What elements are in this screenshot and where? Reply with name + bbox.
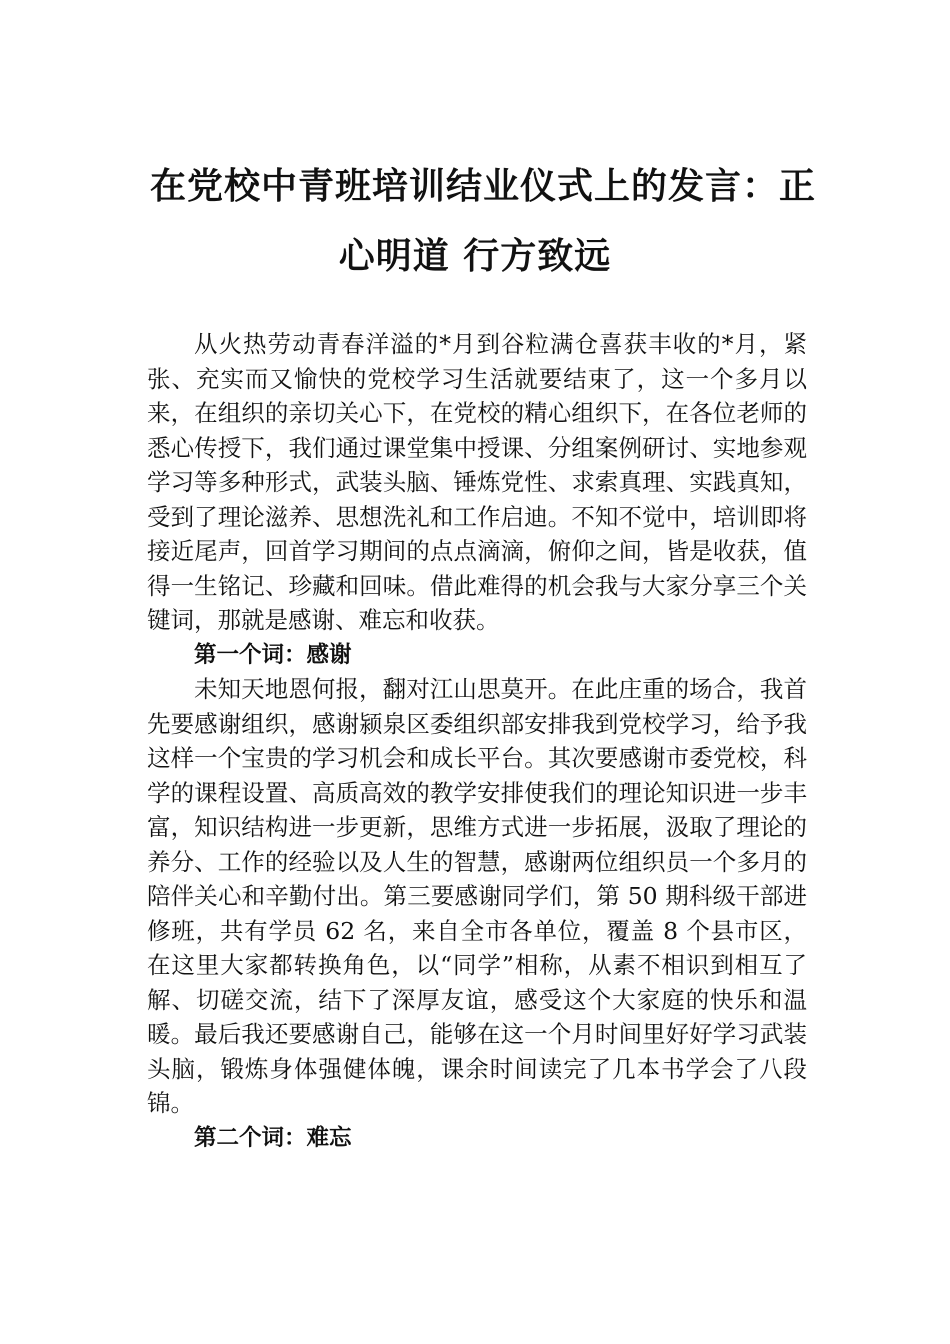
section-heading-thanks: 第一个词：感谢 [194, 641, 352, 668]
paragraph-intro: 从火热劳动青春洋溢的*月到谷粒满仓喜获丰收的*月，紧张、充实而又愉快的党校学习生活就要结束了，这一个多月以来，在组织的亲切关心下，在党校的精心组织下，在各位老师的悉心传授下，我们通过课堂集中授课、分组案例研讨、实地参观学习等多种形式，武装头脑、锤炼党性、求索真理、实践真知，受到了理论滋养、思想洗礼和工作启迪。不知不觉中，培训即将接近尾声，回首学习期间的点点滴滴，俯仰之间，皆是收获，值得一生铭记、珍藏和回味。借此难得的机会我与大家分享三个关键词，那就是感谢、难忘和收获。 [147, 330, 807, 634]
paragraph-thanks: 未知天地恩何报，翻对江山思莫开。在此庄重的场合，我首先要感谢组织，感谢颍泉区委组织部安排我到党校学习，给予我这样一个宝贵的学习机会和成长平台。其次要感谢市委党校，科学的课程设置、高质高效的教学安排使我们的理论知识进一步丰富，知识结构进一步更新，思维方式进一步拓展，汲取了理论的养分、工作的经验以及人生的智慧，感谢两位组织员一个多月的陪伴关心和辛勤付出。第三要感谢同学们，第 50 期科级干部进修班，共有学员 62 名，来自全市各单位，覆盖 8 个县市区，在这里大家都转换角色，以“同学”相称，从素不相识到相互了解、切磋交流，结下了深厚友谊，感受这个大家庭的快乐和温暖。最后我还要感谢自己，能够在这一个月时间里好好学习武装头脑，锻炼身体强健体魄，课余时间读完了几本书学会了八段锦。 [147, 675, 807, 1117]
document-title-line-2: 心明道 行方致远 [338, 235, 612, 277]
document-title-line-1: 在党校中青班培训结业仪式上的发言：正 [150, 165, 817, 207]
document-body [147, 327, 807, 1155]
section-heading-memorable: 第二个词：难忘 [194, 1124, 352, 1151]
